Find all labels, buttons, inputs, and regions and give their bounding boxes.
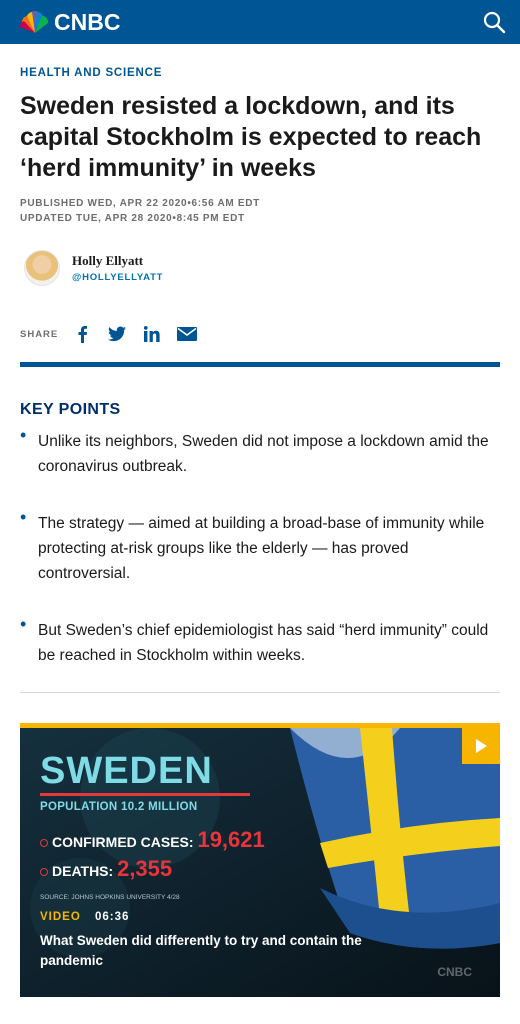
twitter-icon[interactable] [107, 324, 127, 344]
key-points-list [20, 429, 500, 668]
deaths-label: DEATHS: [52, 863, 114, 879]
video-graphic-source: SOURCE: JOHNS HOPKINS UNIVERSITY 4/28 [40, 894, 180, 901]
video-graphic-population: POPULATION 10.2 MILLION [40, 801, 198, 813]
cnbc-logo[interactable] [18, 9, 120, 36]
play-button[interactable] [462, 728, 500, 764]
share-bar [20, 324, 500, 344]
header-divider [20, 362, 500, 367]
video-duration: 06:36 [95, 911, 130, 923]
linkedin-icon[interactable] [142, 324, 162, 344]
video-meta [40, 911, 129, 923]
share-label: SHARE [20, 328, 59, 340]
video-graphic-underline [40, 793, 250, 796]
search-icon[interactable] [482, 10, 506, 34]
key-points-title: KEY POINTS [20, 401, 121, 418]
author-avatar[interactable] [24, 250, 60, 286]
video-graphic-country: SWEDEN [40, 750, 213, 792]
headline: Sweden resisted a lockdown, and its capital Stockholm is expected to reach ‘herd immunity’ in weeks [20, 92, 482, 182]
author-handle[interactable]: @HOLLYELLYATT [72, 272, 164, 283]
video-title[interactable]: What Sweden did differently to try and contain the pandemic [40, 933, 362, 968]
updated-date: UPDATED TUE, APR 28 2020•8:45 PM EDT [20, 213, 245, 224]
top-nav-bar [0, 0, 520, 44]
author-block [20, 250, 500, 286]
email-icon[interactable] [177, 324, 197, 344]
confirmed-value: 19,621 [197, 827, 265, 852]
author-name[interactable]: Holly Ellyatt [72, 253, 144, 268]
play-icon [475, 739, 487, 753]
key-point: • But Sweden’s chief epidemiologist has said “herd immunity” could be reached in Stockholm within weeks. [20, 618, 500, 668]
confirmed-label: CONFIRMED CASES: [52, 834, 194, 850]
article-content [0, 67, 520, 997]
key-point: • The strategy — aimed at building a broad-base of immunity while protecting at-risk groups like the elderly — has proved controversial. [20, 511, 500, 586]
logo-text: CNBC [54, 9, 121, 35]
published-date: PUBLISHED WED, APR 22 2020•6:56 AM EDT [20, 198, 260, 209]
key-points-divider [20, 692, 500, 693]
peacock-icon [18, 11, 52, 35]
deaths-value: 2,355 [117, 856, 173, 881]
video-graphic-confirmed [40, 827, 265, 853]
key-point: • Unlike its neighbors, Sweden did not impose a lockdown amid the coronavirus outbreak. [20, 429, 500, 479]
video-label: VIDEO [40, 911, 81, 923]
facebook-icon[interactable] [72, 324, 92, 344]
timestamps [20, 196, 500, 226]
video-player[interactable] [20, 723, 500, 997]
video-graphic-deaths [40, 856, 172, 882]
video-watermark: CNBC [437, 965, 472, 979]
section-link[interactable]: HEALTH AND SCIENCE [20, 67, 163, 79]
